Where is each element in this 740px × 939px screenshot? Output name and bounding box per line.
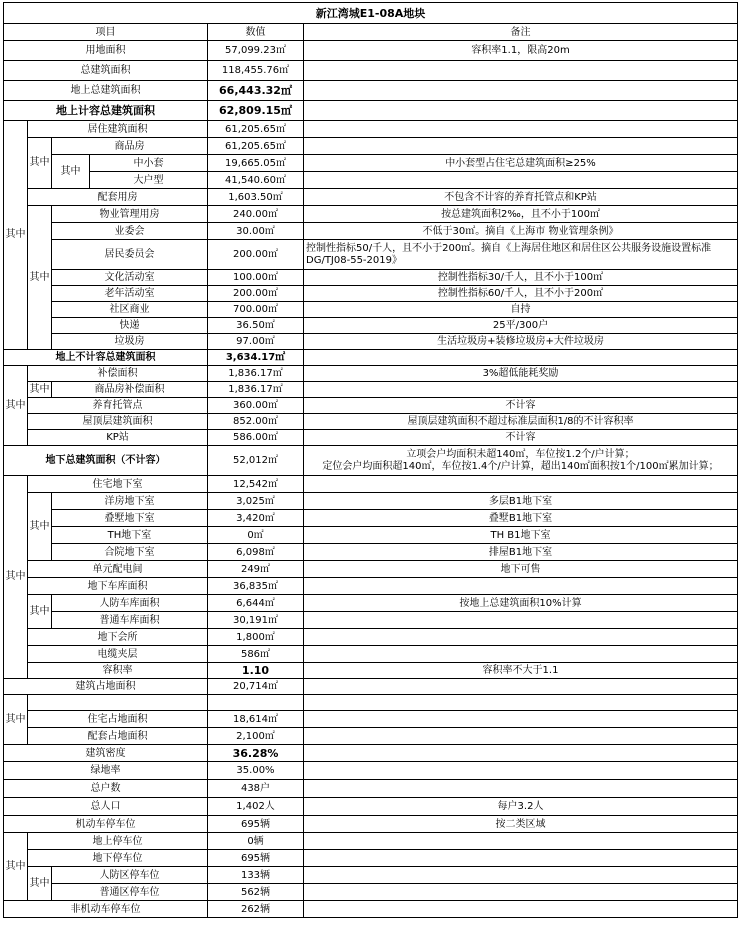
- row-note: [304, 172, 738, 189]
- row-value: 36,835㎡: [208, 578, 304, 595]
- row-label: 地上不计容总建筑面积: [4, 350, 208, 366]
- table-row: [4, 527, 738, 544]
- row-value: 36.50㎡: [208, 318, 304, 334]
- title-row: [4, 3, 738, 24]
- table-row: [4, 155, 738, 172]
- row-label: 容积率: [28, 663, 208, 679]
- row-value: 562辆: [208, 884, 304, 901]
- row-note: 屋顶层建筑面积不超过标准层面积1/8的不计容积率: [304, 414, 738, 430]
- row-value: 695辆: [208, 850, 304, 867]
- row-value: 30.00㎡: [208, 223, 304, 240]
- row-value: 97.00㎡: [208, 334, 304, 350]
- row-label: 社区商业: [52, 302, 208, 318]
- table-row: [4, 138, 738, 155]
- row-label: 总人口: [4, 798, 208, 816]
- row-label: 中小套: [90, 155, 208, 172]
- row-value: 438户: [208, 780, 304, 798]
- row-value: 6,644㎡: [208, 595, 304, 612]
- row-note: [304, 695, 738, 711]
- row-value: 695辆: [208, 816, 304, 833]
- row-value: 2,100㎡: [208, 728, 304, 745]
- group-label: 其中: [4, 366, 28, 446]
- table-row: [4, 711, 738, 728]
- row-note: 不低于30㎡。摘自《上海市 物业管理条例》: [304, 223, 738, 240]
- row-value: 57,099.23㎡: [208, 41, 304, 61]
- table-row: [4, 189, 738, 206]
- row-label: 配套占地面积: [28, 728, 208, 745]
- data-table: [3, 2, 738, 918]
- row-value: 3,420㎡: [208, 510, 304, 527]
- row-note: [304, 121, 738, 138]
- row-value: 61,205.65㎡: [208, 121, 304, 138]
- group-label: 其中: [4, 476, 28, 679]
- row-label: 地下停车位: [28, 850, 208, 867]
- row-label: 文化活动室: [52, 270, 208, 286]
- row-note: 每户3.2人: [304, 798, 738, 816]
- row-note: 不包含不计容的养育托管点和KP站: [304, 189, 738, 206]
- row-note: 不计容: [304, 398, 738, 414]
- row-label: 人防区停车位: [52, 867, 208, 884]
- row-note: 3%超低能耗奖励: [304, 366, 738, 382]
- row-value: [208, 695, 304, 711]
- row-note: [304, 850, 738, 867]
- row-label: 地上总建筑面积: [4, 81, 208, 101]
- table-row: [4, 350, 738, 366]
- table-row: [4, 302, 738, 318]
- row-value: 41,540.60㎡: [208, 172, 304, 189]
- row-note: [304, 138, 738, 155]
- row-note: 叠墅B1地下室: [304, 510, 738, 527]
- row-note: 多层B1地下室: [304, 493, 738, 510]
- row-label: 地下车库面积: [28, 578, 208, 595]
- row-value: 262辆: [208, 901, 304, 918]
- row-label: 非机动车停车位: [4, 901, 208, 918]
- row-note: 不计容: [304, 430, 738, 446]
- table-row: [4, 612, 738, 629]
- row-value: 700.00㎡: [208, 302, 304, 318]
- row-value: 35.00%: [208, 762, 304, 780]
- row-label: 绿地率: [4, 762, 208, 780]
- row-note: 按二类区域: [304, 816, 738, 833]
- row-note: [304, 679, 738, 695]
- row-value: 12,542㎡: [208, 476, 304, 493]
- row-value: 133辆: [208, 867, 304, 884]
- row-value: 62,809.15㎡: [208, 101, 304, 121]
- table-row: [4, 679, 738, 695]
- table-row: [4, 398, 738, 414]
- table-row: [4, 833, 738, 850]
- table-row: [4, 382, 738, 398]
- row-note: 控制性指标50/千人，且不小于200㎡。摘自《上海居住地区和居住区公共服务设施设置标准DG/TJ08-55-2019》: [304, 240, 738, 270]
- row-label: 大户型: [90, 172, 208, 189]
- row-label: 总户数: [4, 780, 208, 798]
- row-value: 586㎡: [208, 646, 304, 663]
- row-note: 按总建筑面积2‰，且不小于100㎡: [304, 206, 738, 223]
- table-row: [4, 578, 738, 595]
- table-row: [4, 270, 738, 286]
- table-row: [4, 121, 738, 138]
- row-note: [304, 578, 738, 595]
- row-note: 立项会户均面积未超140㎡，车位按1.2个/户计算； 定位会户均面积超140㎡，车位按1.4个/户计算，超出140㎡面积按1个/100㎡累加计算；: [304, 446, 738, 476]
- row-label: 住宅地下室: [28, 476, 208, 493]
- group-label: 其中: [52, 155, 90, 189]
- row-value: 118,455.76㎡: [208, 61, 304, 81]
- table-row: [4, 446, 738, 476]
- row-label: 总建筑面积: [4, 61, 208, 81]
- row-note: 生活垃圾房+装修垃圾房+大件垃圾房: [304, 334, 738, 350]
- row-label: 住宅占地面积: [28, 711, 208, 728]
- table-row: [4, 318, 738, 334]
- row-note: [304, 884, 738, 901]
- row-label: 地上停车位: [28, 833, 208, 850]
- row-note: 按地上总建筑面积10%计算: [304, 595, 738, 612]
- row-label: [28, 695, 208, 711]
- row-value: 0㎡: [208, 527, 304, 544]
- row-label: 屋顶层建筑面积: [28, 414, 208, 430]
- table-row: [4, 780, 738, 798]
- row-note: [304, 101, 738, 121]
- row-value: 852.00㎡: [208, 414, 304, 430]
- row-value: 240.00㎡: [208, 206, 304, 223]
- table-row: [4, 286, 738, 302]
- row-label: 机动车停车位: [4, 816, 208, 833]
- row-note: 控制性指标60/千人，且不小于200㎡: [304, 286, 738, 302]
- row-note: 自持: [304, 302, 738, 318]
- group-label: 其中: [4, 121, 28, 350]
- row-label: 居住建筑面积: [28, 121, 208, 138]
- row-label: 合院地下室: [52, 544, 208, 561]
- row-note: [304, 61, 738, 81]
- header-value: 数值: [208, 24, 304, 41]
- row-value: 1.10: [208, 663, 304, 679]
- row-label: 垃圾房: [52, 334, 208, 350]
- row-note: [304, 711, 738, 728]
- row-value: 36.28%: [208, 745, 304, 762]
- row-note: [304, 728, 738, 745]
- header-row: [4, 24, 738, 41]
- row-value: 3,025㎡: [208, 493, 304, 510]
- row-label: 商品房补偿面积: [52, 382, 208, 398]
- group-label: 其中: [4, 833, 28, 901]
- group-label: 其中: [28, 867, 52, 901]
- row-note: [304, 629, 738, 646]
- table-row: [4, 745, 738, 762]
- row-label: 地下会所: [28, 629, 208, 646]
- table-row: [4, 629, 738, 646]
- row-value: 1,603.50㎡: [208, 189, 304, 206]
- row-label: 电缆夹层: [28, 646, 208, 663]
- table-row: [4, 646, 738, 663]
- table-body: [4, 3, 738, 918]
- row-value: 0辆: [208, 833, 304, 850]
- table-title: 新江湾城E1-08A地块: [4, 3, 738, 24]
- table-row: [4, 510, 738, 527]
- row-note: [304, 476, 738, 493]
- row-note: TH B1地下室: [304, 527, 738, 544]
- row-label: 用地面积: [4, 41, 208, 61]
- row-note: [304, 780, 738, 798]
- table-row: [4, 695, 738, 711]
- table-row: [4, 493, 738, 510]
- table-row: [4, 561, 738, 578]
- table-row: [4, 867, 738, 884]
- table-row: [4, 81, 738, 101]
- table-row: [4, 334, 738, 350]
- group-label: 其中: [28, 595, 52, 629]
- table-row: [4, 61, 738, 81]
- row-note: 地下可售: [304, 561, 738, 578]
- table-row: [4, 41, 738, 61]
- row-value: 20,714㎡: [208, 679, 304, 695]
- row-label: 居民委员会: [52, 240, 208, 270]
- row-note: 25平/300户: [304, 318, 738, 334]
- row-note: [304, 867, 738, 884]
- row-label: 建筑占地面积: [4, 679, 208, 695]
- row-note: 中小套型占住宅总建筑面积≥25%: [304, 155, 738, 172]
- row-value: 200.00㎡: [208, 286, 304, 302]
- row-label: 老年活动室: [52, 286, 208, 302]
- row-label: 洋房地下室: [52, 493, 208, 510]
- row-value: 61,205.65㎡: [208, 138, 304, 155]
- row-label: 叠墅地下室: [52, 510, 208, 527]
- row-note: [304, 350, 738, 366]
- row-value: 200.00㎡: [208, 240, 304, 270]
- group-label: 其中: [28, 138, 52, 189]
- header-item: 项目: [4, 24, 208, 41]
- table-row: [4, 798, 738, 816]
- group-label: 其中: [28, 493, 52, 561]
- row-label: 养育托管点: [28, 398, 208, 414]
- group-label: 其中: [28, 382, 52, 398]
- row-note: [304, 612, 738, 629]
- table-row: [4, 430, 738, 446]
- row-note: 控制性指标30/千人，且不小于100㎡: [304, 270, 738, 286]
- table-row: [4, 762, 738, 780]
- row-label: 地上计容总建筑面积: [4, 101, 208, 121]
- table-row: [4, 240, 738, 270]
- row-label: 商品房: [52, 138, 208, 155]
- row-label: 快递: [52, 318, 208, 334]
- row-value: 30,191㎡: [208, 612, 304, 629]
- table-row: [4, 223, 738, 240]
- row-label: 物业管理用房: [52, 206, 208, 223]
- table-row: [4, 663, 738, 679]
- row-note: [304, 646, 738, 663]
- row-value: 1,836.17㎡: [208, 382, 304, 398]
- row-note: 容积率1.1，限高20m: [304, 41, 738, 61]
- table-row: [4, 884, 738, 901]
- row-value: 249㎡: [208, 561, 304, 578]
- row-value: 66,443.32㎡: [208, 81, 304, 101]
- row-note: 容积率不大于1.1: [304, 663, 738, 679]
- row-value: 52,012㎡: [208, 446, 304, 476]
- group-label: 其中: [28, 206, 52, 350]
- row-label: 普通区停车位: [52, 884, 208, 901]
- table-row: [4, 101, 738, 121]
- row-label: 单元配电间: [28, 561, 208, 578]
- row-label: 建筑密度: [4, 745, 208, 762]
- row-label: 配套用房: [28, 189, 208, 206]
- table-row: [4, 414, 738, 430]
- row-note: [304, 833, 738, 850]
- table-row: [4, 728, 738, 745]
- table-row: [4, 476, 738, 493]
- table-row: [4, 816, 738, 833]
- group-label: 其中: [4, 695, 28, 745]
- row-value: 100.00㎡: [208, 270, 304, 286]
- row-value: 18,614㎡: [208, 711, 304, 728]
- row-label: 业委会: [52, 223, 208, 240]
- row-value: 1,800㎡: [208, 629, 304, 646]
- row-note: [304, 382, 738, 398]
- row-note: 排屋B1地下室: [304, 544, 738, 561]
- row-value: 586.00㎡: [208, 430, 304, 446]
- row-label: KP站: [28, 430, 208, 446]
- row-label: 补偿面积: [28, 366, 208, 382]
- row-label: 普通车库面积: [52, 612, 208, 629]
- row-value: 1,402人: [208, 798, 304, 816]
- row-note: [304, 745, 738, 762]
- table-row: [4, 544, 738, 561]
- row-value: 3,634.17㎡: [208, 350, 304, 366]
- row-value: 360.00㎡: [208, 398, 304, 414]
- row-label: TH地下室: [52, 527, 208, 544]
- table-row: [4, 850, 738, 867]
- row-note: [304, 81, 738, 101]
- row-label: 人防车库面积: [52, 595, 208, 612]
- table-row: [4, 366, 738, 382]
- table-row: [4, 206, 738, 223]
- row-value: 6,098㎡: [208, 544, 304, 561]
- row-note: [304, 762, 738, 780]
- header-note: 备注: [304, 24, 738, 41]
- table-row: [4, 172, 738, 189]
- row-value: 1,836.17㎡: [208, 366, 304, 382]
- row-value: 19,665.05㎡: [208, 155, 304, 172]
- table-row: [4, 901, 738, 918]
- row-label: 地下总建筑面积（不计容）: [4, 446, 208, 476]
- table-row: [4, 595, 738, 612]
- row-note: [304, 901, 738, 918]
